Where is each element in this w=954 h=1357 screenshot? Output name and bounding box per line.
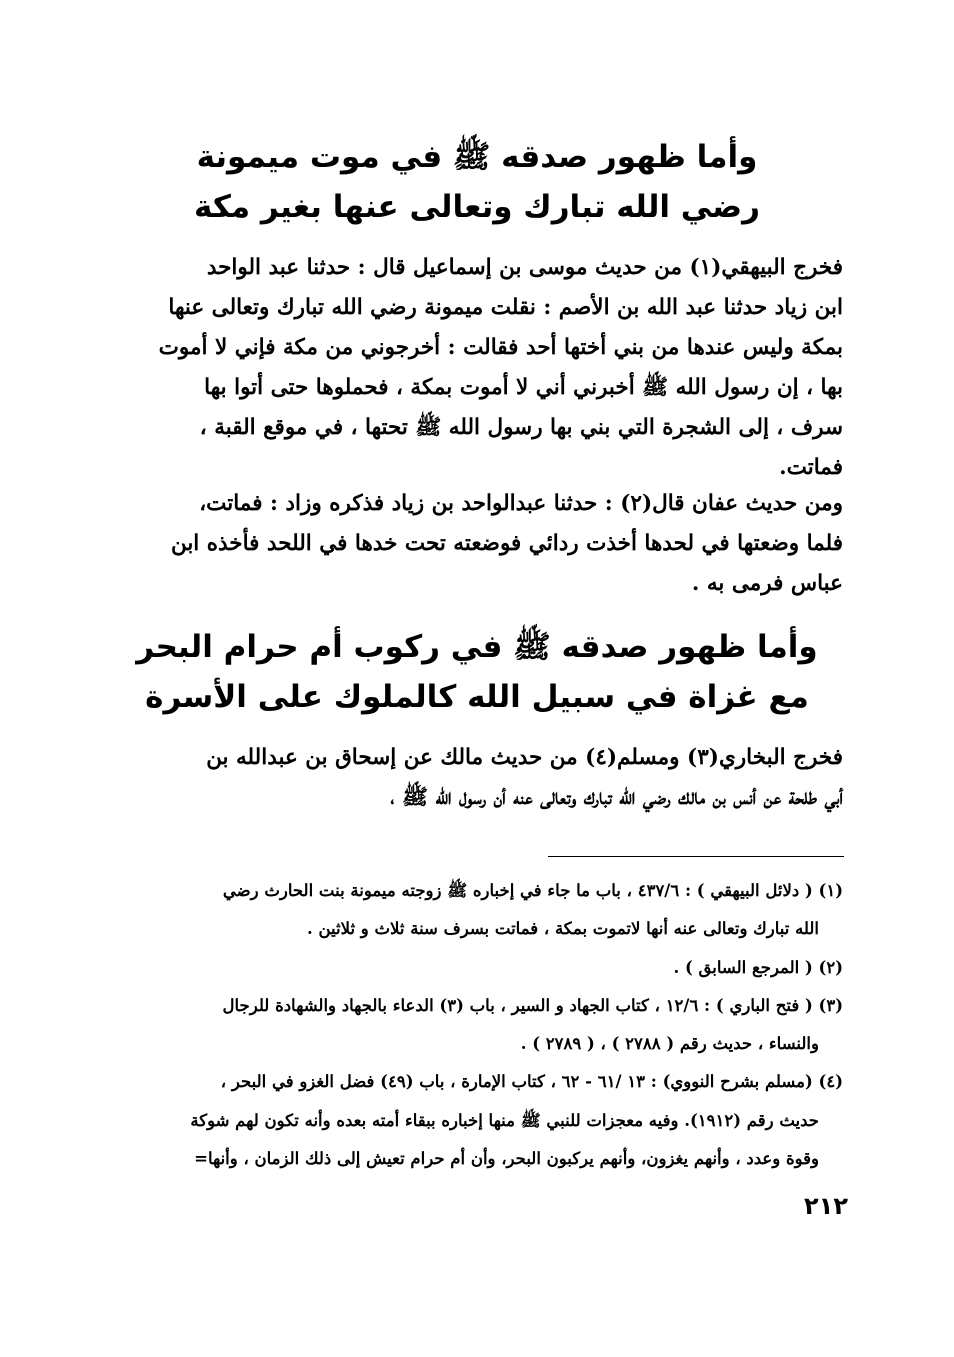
- heading-line: وأما ظهور صدقه ﷺ في موت ميمونة: [196, 139, 758, 175]
- text-line: ابن زياد حدثنا عبد الله بن الأصم : نقلت ميمونة رضي الله تبارك وتعالى عنها: [168, 295, 843, 320]
- text-line: عباس فرمى به .: [691, 571, 843, 596]
- heading-line: مع غزاة في سبيل الله كالملوك على الأسرة: [145, 679, 809, 715]
- text-line: بمكة وليس عندها من بني أختها أحد فقالت : أخرجوني من مكة فإني لا أموت: [158, 335, 843, 360]
- heading-line: رضي الله تبارك وتعالى عنها بغير مكة: [194, 189, 760, 225]
- footnote-divider: [548, 856, 844, 857]
- footnote-4-line: وقوة وعدد ، وأنهم يغزون، وأنهم يركبون البحر، وأن أم حرام تعيش إلى ذلك الزمان ، وأنها=: [194, 1149, 819, 1169]
- paragraph-bukhari-muslim: [103, 738, 843, 818]
- footnote-1-line: الله تبارك وتعالى عنه أنها لاتموت بمكة ، فماتت بسرف سنة ثلاث و ثلاثين .: [307, 919, 819, 939]
- footnote-4-line: (٤) (مسلم بشرح النووي) : ١٣ /٦١ - ٦٢ ، كتاب الإمارة ، باب (٤٩) فضل الغزو في البحر ،: [220, 1072, 843, 1092]
- paragraph-affan: [103, 484, 843, 604]
- heading-line: وأما ظهور صدقه ﷺ في ركوب أم حرام البحر: [136, 629, 818, 665]
- footnotes: [103, 872, 843, 1178]
- footnote-3-line: والنساء ، حديث رقم ( ٢٧٨٨ ) ، ( ٢٧٨٩ ) .: [520, 1034, 819, 1054]
- text-line: فلما وضعتها في لحدها أخذت ردائي فوضعته تحت خدها في اللحد فأخذه ابن: [170, 531, 843, 556]
- text-line: سرف ، إلى الشجرة التي بني بها رسول الله ﷺ تحتها ، في موقع القبة ،: [199, 415, 843, 440]
- section-heading-maymuna: [100, 132, 854, 232]
- footnote-3-line: (٣) ( فتح الباري ) : ١٢/٦ ، كتاب الجهاد و السير ، باب (٣) الدعاء بالجهاد والشهادة للرجال: [222, 995, 843, 1015]
- page-number: ٢١٢: [804, 1192, 848, 1220]
- footnote-1-line: (١) ( دلائل البيهقي ) : ٤٣٧/٦ ، باب ما جاء في إخباره ﷺ زوجته ميمونة بنت الحارث رضي: [222, 881, 843, 900]
- section-heading-umm-haram: [100, 622, 854, 722]
- paragraph-bayhaqi: [103, 248, 843, 488]
- text-line: أبي طلحة عن أنس بن مالك رضي الله تبارك وتعالى عنه أن رسول الله ﷺ ،: [390, 785, 843, 810]
- text-line: فخرج البخاري(٣) ومسلم(٤) من حديث مالك عن إسحاق بن عبدالله بن: [206, 745, 843, 770]
- text-line: فخرج البيهقي(١) من حديث موسى بن إسماعيل قال : حدثنا عبد الواحد: [206, 255, 843, 280]
- footnote-4-line: حديث رقم (١٩١٢). وفيه معجزات للنبي ﷺ منها إخباره ببقاء أمته بعده وأنه تكون لهم شوكة: [190, 1110, 819, 1130]
- text-line: بها ، إن رسول الله ﷺ أخبرني أني لا أموت بمكة ، فحملوها حتى أتوا بها: [204, 375, 843, 400]
- text-line: فماتت.: [779, 455, 843, 480]
- footnote-2-line: (٢) ( المرجع السابق ) .: [673, 957, 843, 977]
- text-line: ومن حديث عفان قال(٢) : حدثنا عبدالواحد بن زياد فذكره وزاد : فماتت،: [199, 491, 843, 516]
